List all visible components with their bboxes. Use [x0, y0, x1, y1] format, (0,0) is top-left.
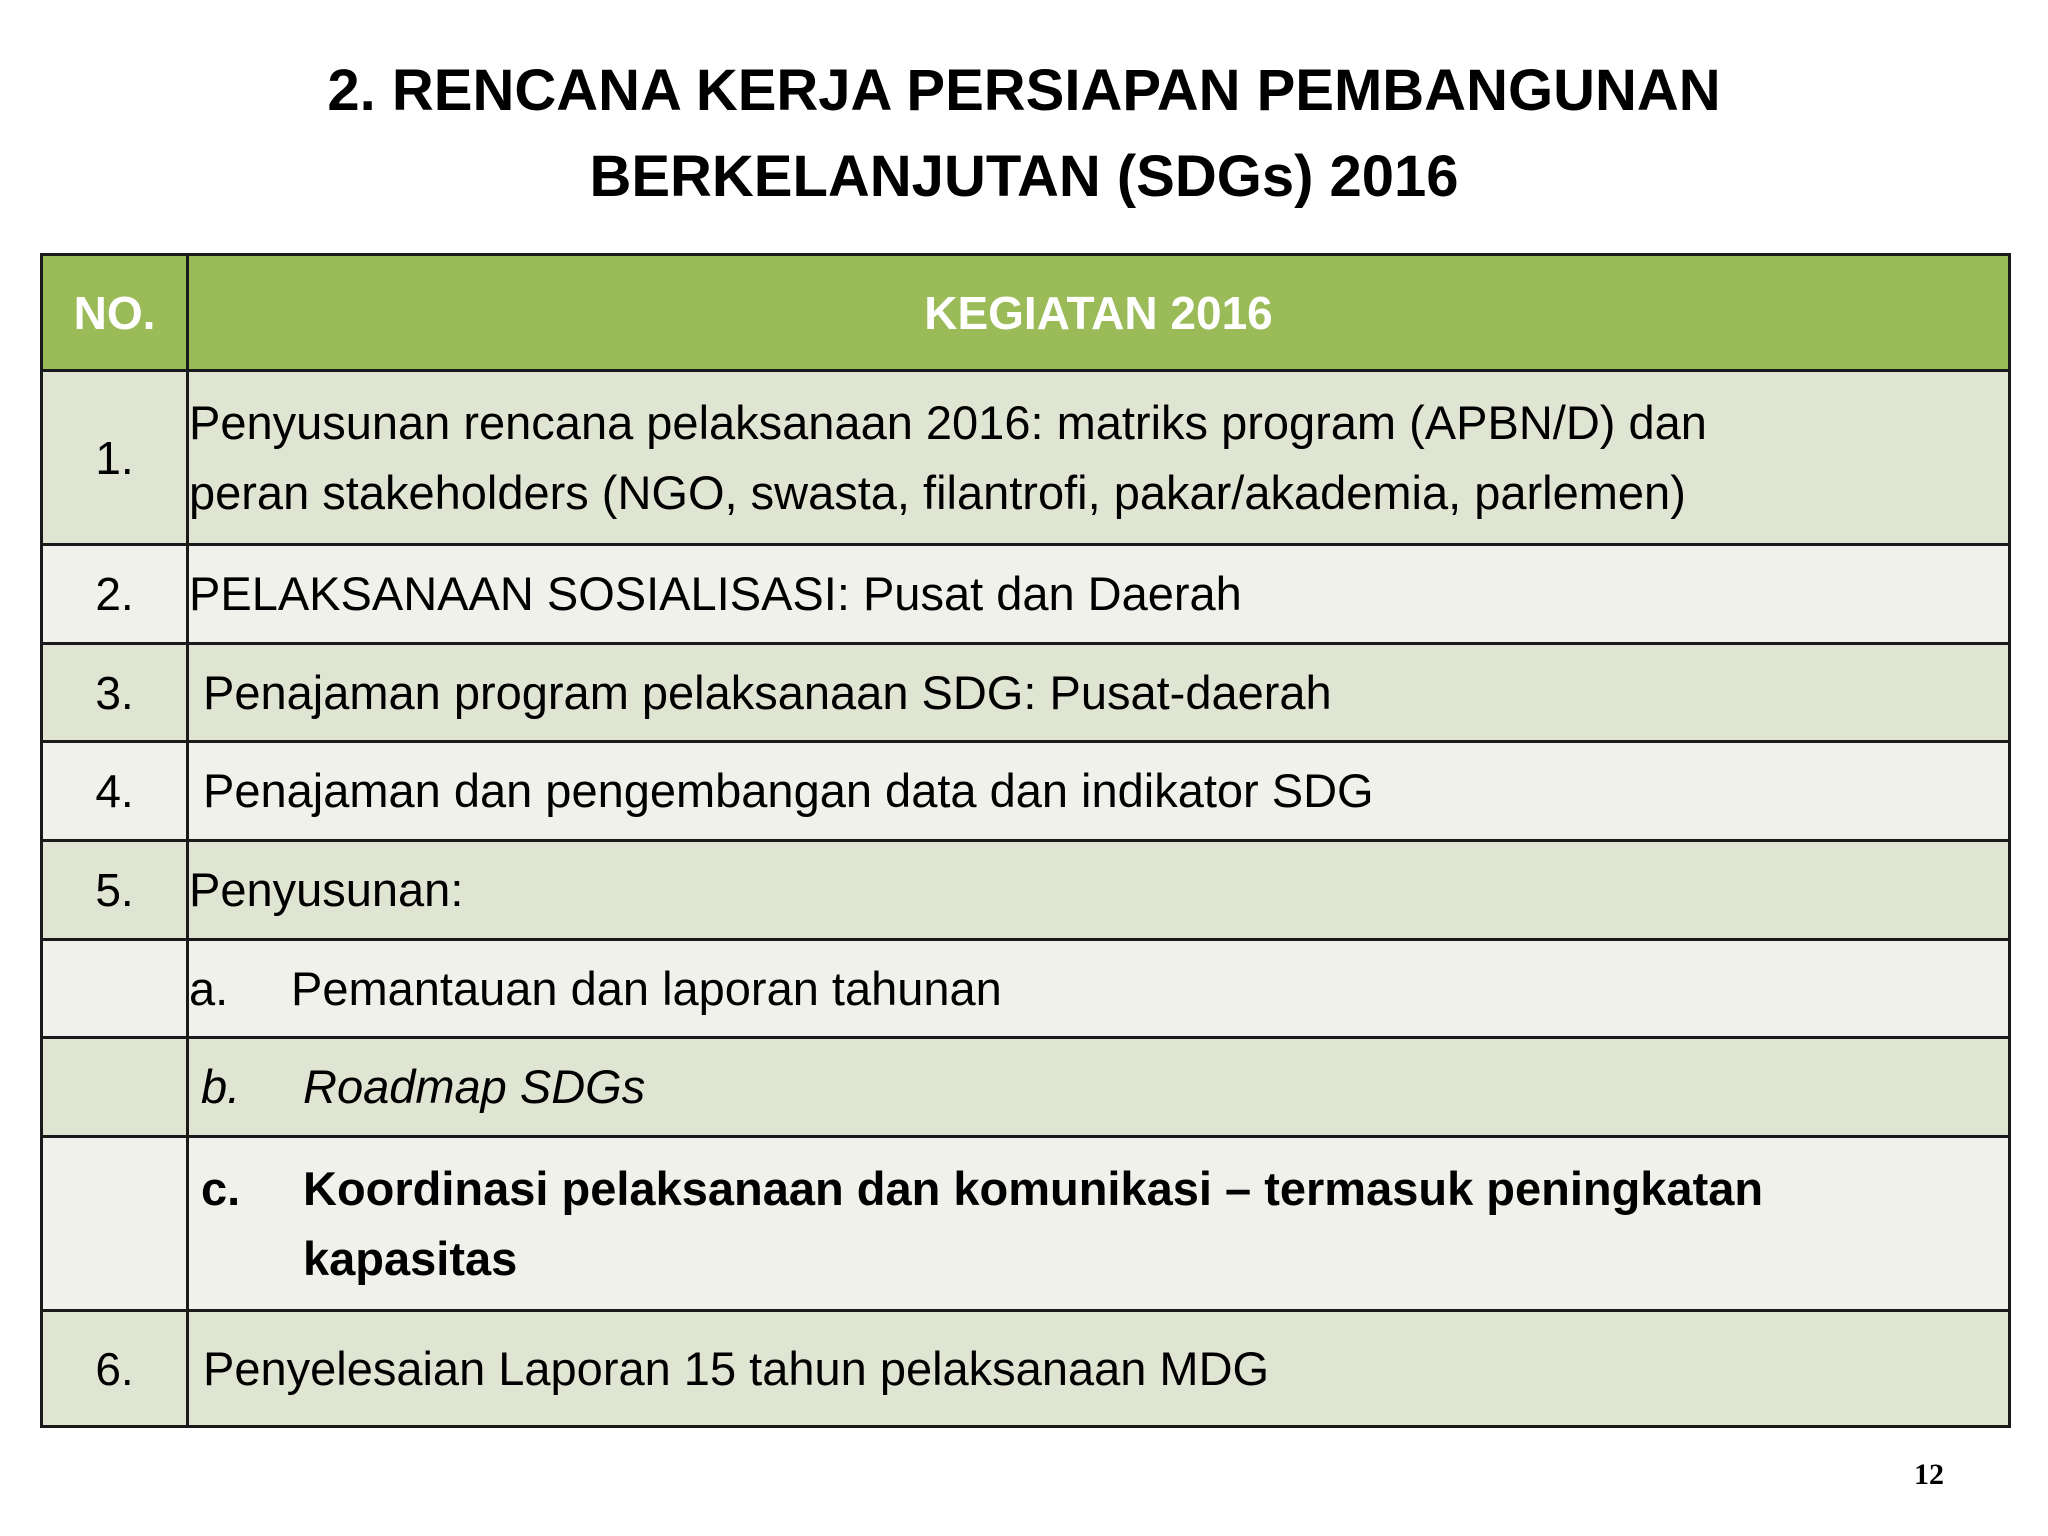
- row-number: 1.: [42, 371, 188, 545]
- row-activity-line: peran stakeholders (NGO, swasta, filantrofi, pakar/akademia, parlemen): [189, 465, 1686, 519]
- row-activity-line: Penyusunan rencana pelaksanaan 2016: matriks program (APBN/D) dan: [189, 395, 1707, 449]
- sub-item-text: Pemantauan dan laporan tahunan: [291, 961, 1002, 1015]
- row-activity: [188, 1311, 2010, 1427]
- sub-item-line: kapasitas: [303, 1231, 518, 1285]
- row-activity-text: Penajaman dan pengembangan data dan indikator SDG: [203, 764, 1374, 817]
- table-row: [42, 644, 2010, 742]
- sub-item-line: Koordinasi pelaksanaan dan komunikasi – termasuk peningkatan: [303, 1161, 1764, 1215]
- table-row: [42, 742, 2010, 841]
- table-row: [42, 1311, 2010, 1427]
- row-number: 6.: [42, 1311, 188, 1427]
- row-activity: [188, 940, 2010, 1038]
- row-number: 4.: [42, 742, 188, 841]
- row-activity: [188, 1137, 2010, 1311]
- row-activity: Penyusunan:: [188, 841, 2010, 940]
- sub-item-letter: c.: [201, 1161, 241, 1215]
- column-header-no: NO.: [42, 255, 188, 371]
- row-number: [42, 1038, 188, 1137]
- table-row: [42, 371, 2010, 545]
- row-activity: [188, 644, 2010, 742]
- table-header-row: [42, 255, 2010, 371]
- row-number: [42, 1137, 188, 1311]
- row-number: [42, 940, 188, 1038]
- page-number: 12: [1914, 1458, 1944, 1491]
- row-activity: [188, 371, 2010, 545]
- sub-item-text: Roadmap SDGs: [303, 1060, 646, 1113]
- table-row: [42, 545, 2010, 644]
- sub-item-letter: b.: [201, 1060, 241, 1113]
- slide-title: [0, 48, 2048, 220]
- work-plan-table: [40, 253, 2011, 1428]
- row-number: 2.: [42, 545, 188, 644]
- slide-title-line-1: 2. RENCANA KERJA PERSIAPAN PEMBANGUNAN: [327, 58, 1721, 123]
- column-header-activity: KEGIATAN 2016: [188, 255, 2010, 371]
- row-activity: PELAKSANAAN SOSIALISASI: Pusat dan Daerah: [188, 545, 2010, 644]
- row-activity-text: Penyelesaian Laporan 15 tahun pelaksanaan MDG: [203, 1341, 1270, 1395]
- row-number: 3.: [42, 644, 188, 742]
- row-activity: [188, 742, 2010, 841]
- row-activity-text: Penajaman program pelaksanaan SDG: Pusat-daerah: [203, 665, 1332, 719]
- row-activity: [188, 1038, 2010, 1137]
- sub-item-letter: a.: [189, 961, 229, 1015]
- table-row: [42, 1038, 2010, 1137]
- slide-title-line-2: BERKELANJUTAN (SDGs) 2016: [589, 144, 1459, 209]
- sub-item-text: [303, 1154, 2008, 1294]
- table-row: [42, 940, 2010, 1038]
- table-row: [42, 1137, 2010, 1311]
- table-row: [42, 841, 2010, 940]
- row-number: 5.: [42, 841, 188, 940]
